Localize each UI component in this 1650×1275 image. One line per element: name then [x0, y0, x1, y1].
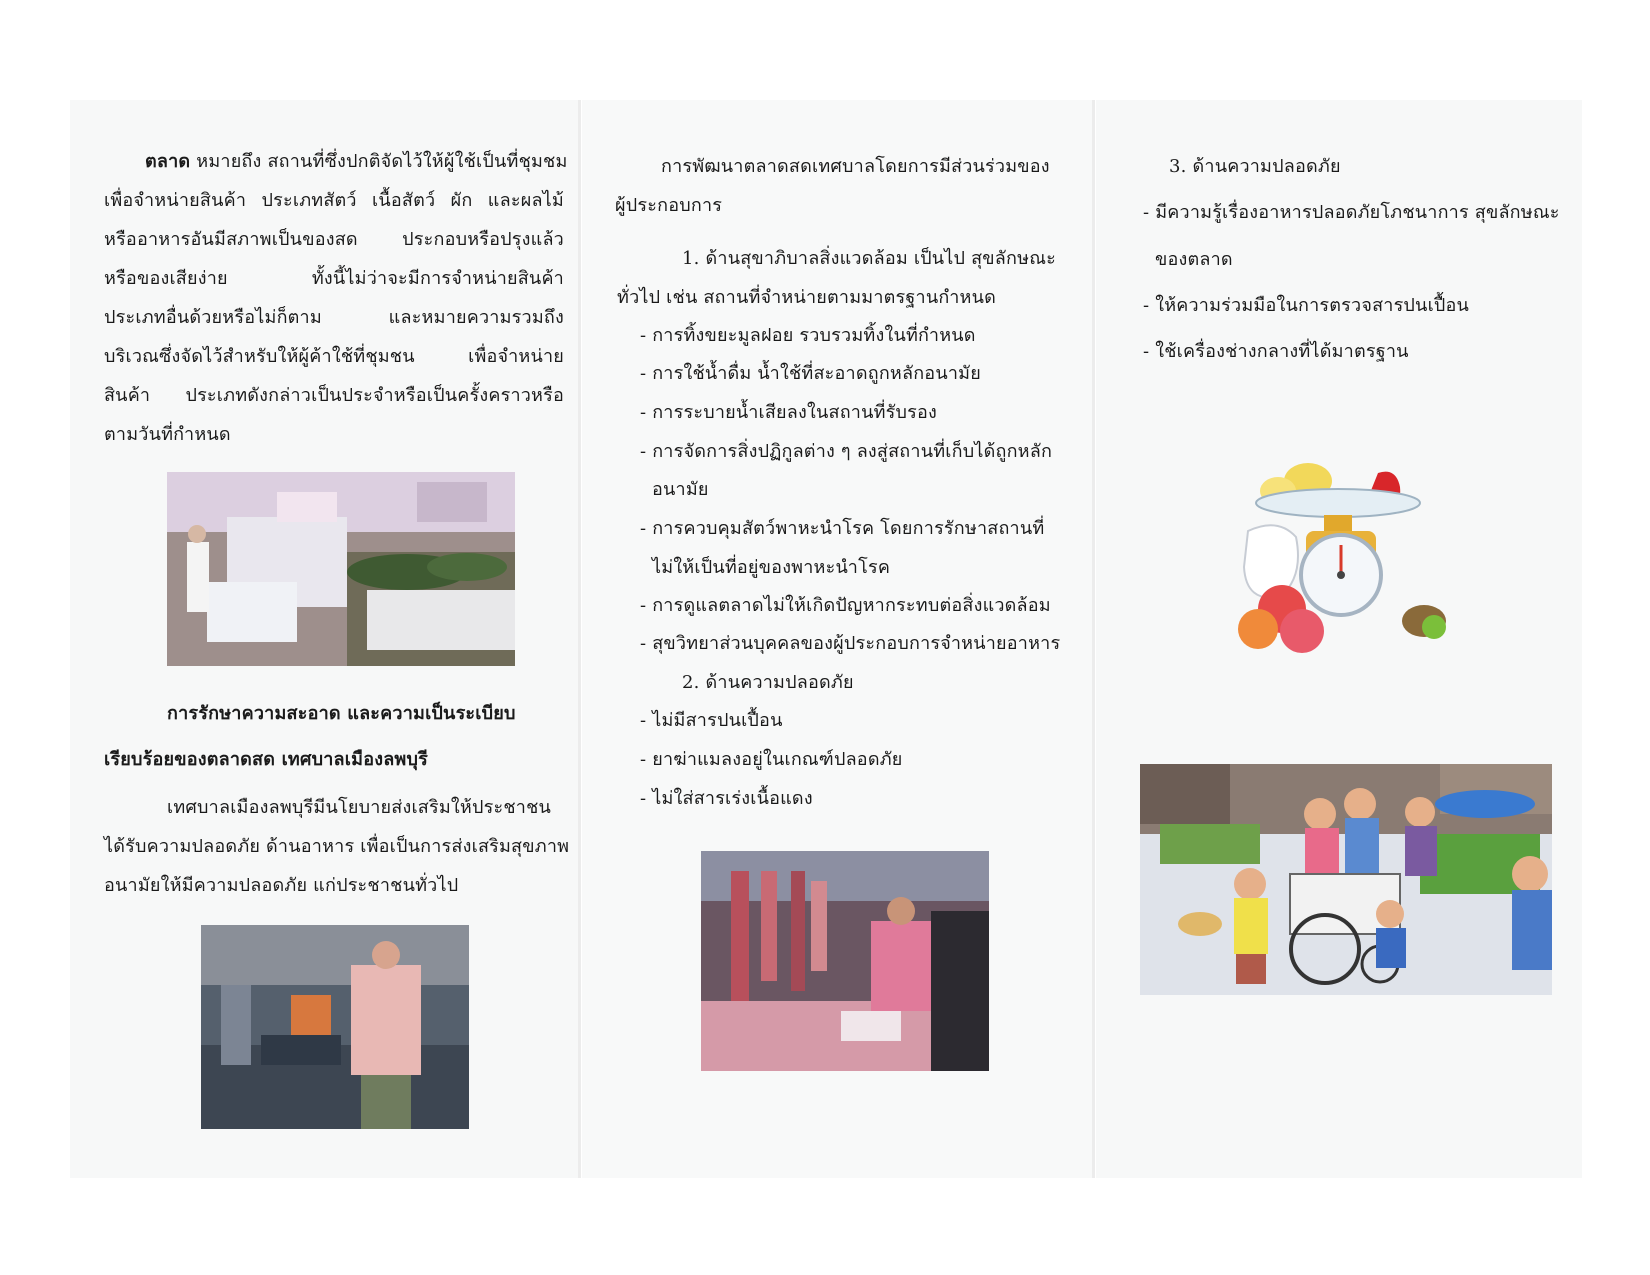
- cleanliness-heading-line-1: การรักษาความสะอาด และความเป็นระเบียบ: [167, 703, 516, 724]
- development-title-line-1: การพัฒนาตลาดสดเทศบาลโดยการมีส่วนร่วมของ: [661, 156, 1050, 177]
- market-street-photo: [201, 925, 469, 1129]
- intro-line-6: บริเวณซึ่งจัดไว้สำหรับให้ผู้ค้าใช้ที่ชุมชน เพื่อจำหน่าย: [104, 346, 564, 367]
- fruit-scale-illustration: [1228, 451, 1464, 661]
- intro-line-1: ตลาด หมายถึง สถานที่ซึ่งปกติจัดไว้ให้ผู้ใช้เป็นที่ชุมชม: [145, 151, 568, 172]
- intro-line-2: เพื่อจำหน่ายสินค้า ประเภทสัตว์ เนื้อสัตว์ ผัก และผลไม้: [104, 190, 564, 211]
- safety-title: 2. ด้านความปลอดภัย: [682, 672, 854, 693]
- knowledge-item-cooperation: - ให้ความร่วมมือในการตรวจสารปนเปื้อน: [1143, 295, 1470, 316]
- sanitation-item-hygiene: - สุขวิทยาส่วนบุคคลของผู้ประกอบการจำหน่ายอาหาร: [640, 633, 1061, 654]
- butcher-stall-photo: [701, 851, 989, 1071]
- sanitation-item-waste: - การทิ้งขยะมูลฝอย รวบรวมทิ้งในที่กำหนด: [640, 325, 976, 346]
- sanitation-item-environment: - การดูแลตลาดไม่ให้เกิดปัญหากระทบต่อสิ่งแวดล้อม: [640, 595, 1051, 616]
- policy-line-2: ได้รับความปลอดภัย ด้านอาหาร เพื่อเป็นการส่งเสริมสุขภาพ: [104, 836, 570, 857]
- knowledge-safety-title: 3. ด้านความปลอดภัย: [1169, 156, 1341, 177]
- sanitation-item-vectors: - การควบคุมสัตว์พาหะนำโรค โดยการรักษาสถานที่: [640, 518, 1045, 539]
- sanitation-title-line-1: 1. ด้านสุขาภิบาลสิ่งแวดล้อม เป็นไป สุขลักษณะ: [682, 248, 1056, 269]
- cleanliness-heading-line-2: เรียบร้อยของตลาดสด เทศบาลเมืองลพบุรี: [104, 749, 428, 770]
- policy-line-3: อนามัยให้มีความปลอดภัย แก่ประชาชนทั่วไป: [104, 875, 459, 896]
- market-cartoon-illustration: [1140, 764, 1552, 995]
- intro-line-4: หรือของเสียง่าย ทั้งนี้ไม่ว่าจะมีการจำหน่ายสินค้า: [104, 268, 564, 289]
- safety-item-contaminants: - ไม่มีสารปนเปื้อน: [640, 710, 783, 731]
- sanitation-item-sewage: - การจัดการสิ่งปฏิกูลต่าง ๆ ลงสู่สถานที่เก็บได้ถูกหลัก: [640, 441, 1053, 462]
- intro-line-5: ประเภทอื่นด้วยหรือไม่ก็ตาม และหมายความรวมถึง: [104, 307, 564, 328]
- safety-item-pesticide: - ยาฆ่าแมลงอยู่ในเกณฑ์ปลอดภัย: [640, 749, 903, 770]
- safety-item-beta-agonist: - ไม่ใส่สารเร่งเนื้อแดง: [640, 788, 813, 809]
- intro-line-7: สินค้า ประเภทดังกล่าวเป็นประจำหรือเป็นครั้งคราวหรือ: [104, 385, 564, 406]
- sanitation-title-line-2: ทั่วไป เช่น สถานที่จำหน่ายตามมาตรฐานกำหนด: [617, 287, 997, 308]
- intro-line-3: หรืออาหารอันมีสภาพเป็นของสด ประกอบหรือปรุงแล้ว: [104, 229, 564, 250]
- intro-term: ตลาด: [145, 151, 191, 172]
- policy-line-1: เทศบาลเมืองลพบุรีมีนโยบายส่งเสริมให้ประชาชน: [167, 797, 551, 818]
- sanitation-item-water: - การใช้น้ำดื่ม น้ำใช้ที่สะอาดถูกหลักอนามัย: [640, 363, 981, 384]
- knowledge-item-food-safety-cont: ของตลาด: [1155, 249, 1233, 270]
- fold-line-2: [1092, 100, 1095, 1178]
- knowledge-item-central-scale: - ใช้เครื่องช่างกลางที่ได้มาตรฐาน: [1143, 341, 1409, 362]
- knowledge-item-food-safety: - มีความรู้เรื่องอาหารปลอดภัยโภชนาการ สุขลักษณะ: [1143, 202, 1560, 223]
- intro-line-8: ตามวันที่กำหนด: [104, 424, 231, 445]
- market-interior-photo: [167, 472, 515, 666]
- sanitation-item-sewage-cont: อนามัย: [652, 479, 709, 500]
- sanitation-item-drainage: - การระบายน้ำเสียลงในสถานที่รับรอง: [640, 402, 938, 423]
- sanitation-item-vectors-cont: ไม่ให้เป็นที่อยู่ของพาหะนำโรค: [652, 557, 891, 578]
- development-title-line-2: ผู้ประกอบการ: [615, 195, 723, 216]
- fold-line-1: [578, 100, 581, 1178]
